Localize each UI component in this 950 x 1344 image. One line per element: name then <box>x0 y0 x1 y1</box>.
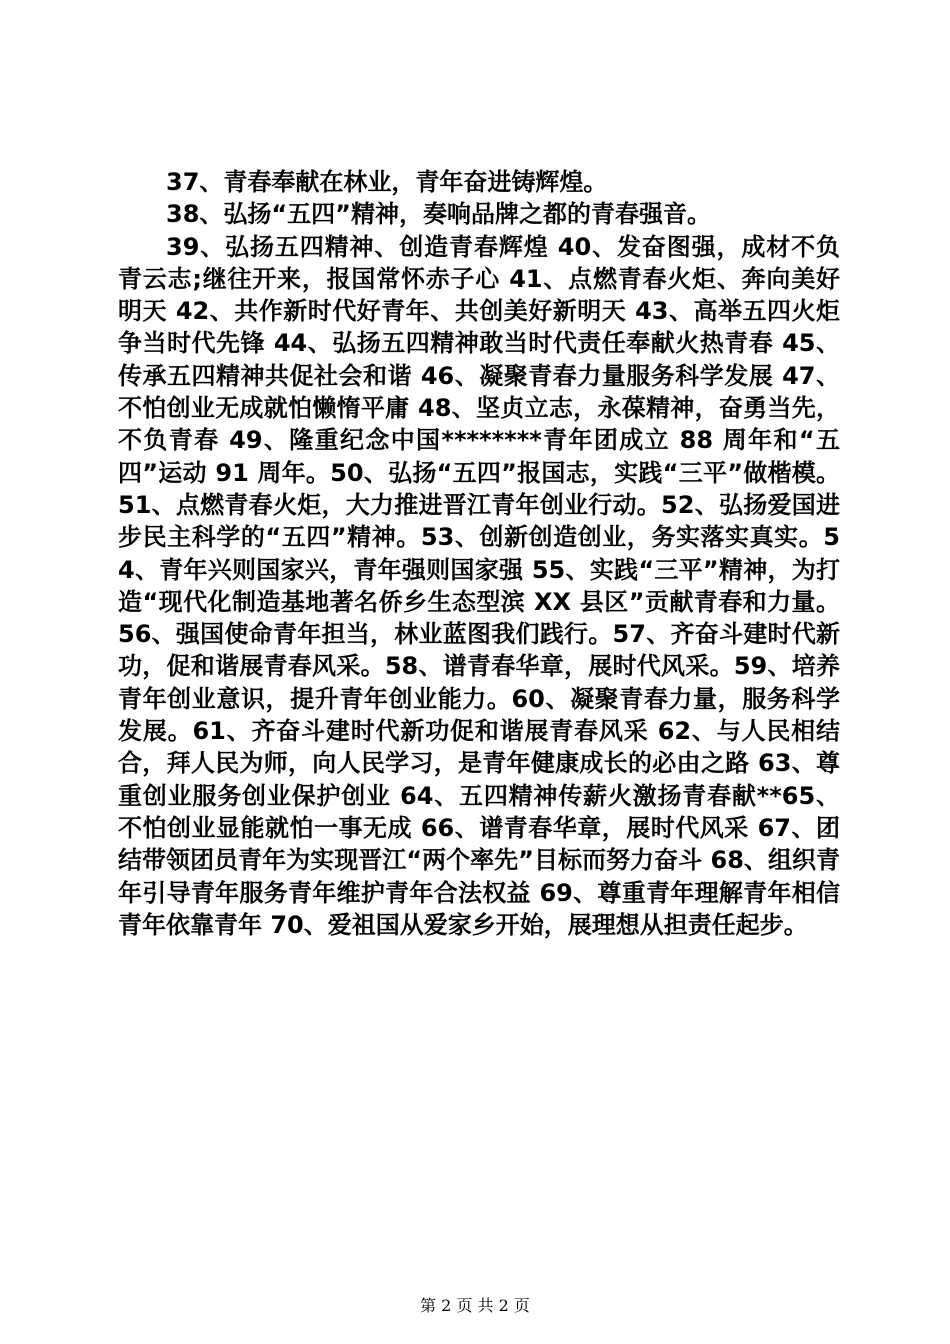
paragraph-37: 37、青春奉献在林业，青年奋进铸辉煌。 <box>166 168 608 196</box>
paragraph-39-70: 39、弘扬五四精神、创造青春辉煌 40、发奋图强，成材不负青云志;继往开来，报国常怀赤子心 41、点燃青春火炬、奔向美好明天 42、共作新时代好青年、共创美好新明天 43、高举五四火炬争当时代先锋 44、弘扬五四精神敢当时代责任奉献火热青春 45、传承五四精神共促社会和谐 46、凝聚青春力量服务科学发展 47、不怕创业无成就怕懒惰平庸 48、坚贞立志，永葆精神，奋勇当先，不负青春 49、隆重纪念中国********青年团成立 88 周年和“五四”运动 91 周年。50、弘扬“五四”报国志，实践“三平”做楷模。51、点燃青春火炬，大力推进晋江青年创业行动。52、弘扬爱国进步民主科学的“五四”精神。53、创新创造创业，务实落实真实。54、青年兴则国家兴，青年强则国家强 55、实践“三平”精神，为打造“现代化制造基地著名侨乡生态型滨 XX 县区”贡献青春和力量。56、强国使命青年担当，林业蓝图我们践行。57、齐奋斗建时代新功，促和谐展青春风采。58、谱青春华章，展时代风采。59、培养青年创业意识，提升青年创业能力。60、凝聚青春力量，服务科学发展。61、齐奋斗建时代新功促和谐展青春风采 62、与人民相结合，拜人民为师，向人民学习，是青年健康成长的必由之路 63、尊重创业服务创业保护创业 64、五四精神传薪火激扬青春献**65、不怕创业显能就怕一事无成 66、谱青春华章，展时代风采 67、团结带领团员青年为实现晋江“两个率先”目标而努力奋斗 68、组织青年引导青年服务青年维护青年合法权益 69、尊重青年理解青年相信青年依靠青年 70、爱祖国从爱家乡开始，展理想从担责任起步。 <box>118 232 840 939</box>
paragraph-38: 38、弘扬“五四”精神，奏响品牌之都的青春强音。 <box>166 200 711 229</box>
page-footer: 第 2 页 共 2 页 <box>420 1296 530 1315</box>
document-body <box>118 166 840 941</box>
